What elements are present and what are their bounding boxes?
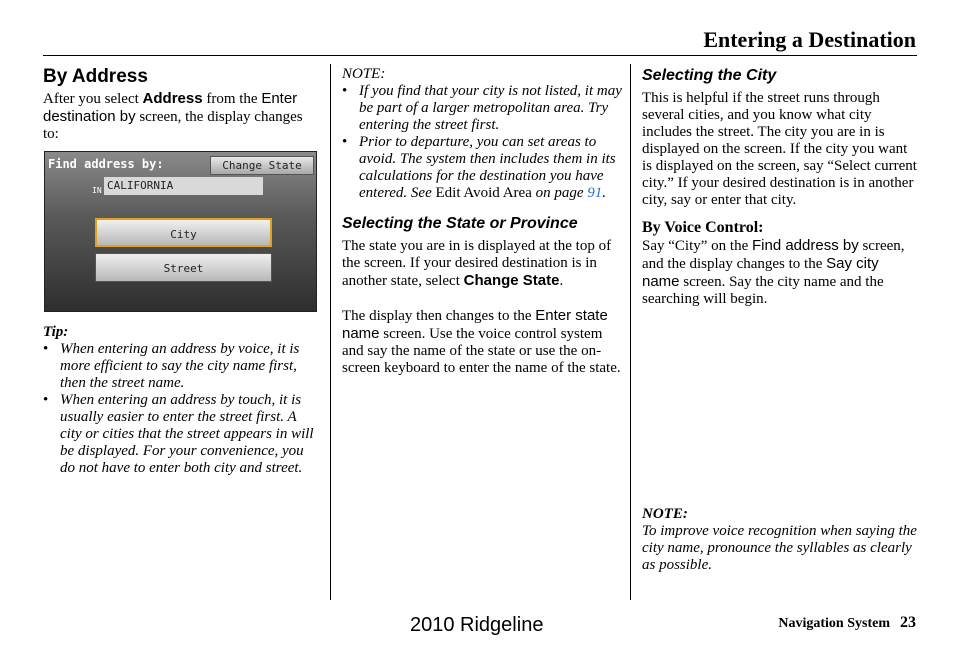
street-button[interactable]: Street bbox=[95, 253, 272, 282]
state-paragraph-1 bbox=[342, 238, 622, 290]
change-state-keyword: Change State bbox=[463, 272, 560, 289]
page-number: 23 bbox=[900, 614, 916, 631]
note-text: . bbox=[602, 185, 607, 201]
column-divider bbox=[330, 64, 331, 600]
column-divider bbox=[630, 64, 631, 600]
column-2 bbox=[342, 66, 622, 377]
by-address-intro bbox=[43, 90, 321, 143]
note-text: on page bbox=[531, 185, 588, 201]
state-prefix-label: IN bbox=[92, 186, 102, 195]
city-paragraph: This is helpful if the street runs through several cities, and you know what city includes the street. The city you are in is displayed on the screen. If the city you want is displayed on the screen, say “Select current city.” If your desired destination is in another city, say or enter that city. bbox=[642, 90, 917, 208]
find-address-screenshot bbox=[44, 151, 317, 312]
city-note-text: To improve voice recognition when saying the city name, pronounce the syllables as clearly as possible. bbox=[642, 523, 917, 573]
city-note bbox=[642, 506, 918, 574]
watermark: 2010 Ridgeline bbox=[410, 614, 544, 636]
para-text: The state you are in is displayed at the top of the screen. If your desired destination is in another state, select bbox=[342, 238, 612, 289]
para-text: screen. Say the city name and the searching will begin. bbox=[642, 274, 884, 307]
tip-item: • When entering an address by touch, it is usually easier to enter the street first. A city or cities that the street appears in will be displayed. For your convenience, you do not have to enter both city and street. bbox=[43, 392, 321, 477]
note-label: NOTE: bbox=[642, 506, 688, 522]
para-text: The display then changes to the bbox=[342, 308, 536, 324]
tip-list bbox=[43, 341, 321, 477]
page-footer bbox=[778, 614, 916, 632]
find-address-keyword: Find address by bbox=[751, 237, 859, 254]
change-state-button[interactable]: Change State bbox=[210, 156, 314, 175]
column-1 bbox=[43, 66, 321, 477]
voice-control-heading: By Voice Control: bbox=[642, 219, 764, 236]
note-item bbox=[342, 134, 622, 202]
tip-item: • When entering an address by voice, it is more efficient to say the city name first, then the street name. bbox=[43, 341, 321, 392]
city-button[interactable]: City bbox=[95, 218, 272, 247]
note-label: NOTE: bbox=[342, 66, 386, 82]
page-91-link[interactable]: 91 bbox=[587, 185, 603, 201]
screen-title: Find address by: bbox=[48, 157, 164, 171]
intro-keyword-enter-destination: Enter destination by bbox=[43, 90, 298, 125]
current-state-field: CALIFORNIA bbox=[104, 177, 263, 195]
column-3 bbox=[642, 66, 918, 308]
edit-avoid-area-ref: Edit Avoid Area bbox=[435, 185, 532, 201]
by-address-heading: By Address bbox=[43, 66, 148, 87]
page-title: Entering a Destination bbox=[703, 27, 916, 52]
state-section-heading: Selecting the State or Province bbox=[342, 215, 578, 232]
intro-keyword-address: Address bbox=[142, 90, 203, 107]
intro-text-2: from the bbox=[202, 91, 262, 107]
para-text: screen, and the display changes to the bbox=[642, 238, 905, 272]
intro-text-3: screen, the display changes to: bbox=[43, 109, 303, 142]
header-rule bbox=[43, 55, 917, 56]
para-text: Say “City” on the bbox=[642, 238, 752, 254]
state-paragraph-2 bbox=[342, 307, 622, 377]
footer-section-name: Navigation System bbox=[778, 616, 890, 631]
voice-control-paragraph bbox=[642, 237, 918, 308]
city-section-heading: Selecting the City bbox=[642, 67, 777, 84]
note-list bbox=[342, 83, 622, 202]
enter-state-name-keyword: Enter state name bbox=[342, 307, 608, 342]
intro-text-1: After you select bbox=[43, 91, 143, 107]
note-item: • If you find that your city is not listed, it may be part of a larger metropolitan area. Try entering the street first. bbox=[342, 83, 622, 134]
para-text: . bbox=[559, 273, 564, 289]
para-text: screen. Use the voice control system and say the name of the state or use the on-screen keyboard to enter the name of the state. bbox=[342, 326, 621, 376]
note-text: Prior to departure, you can set areas to avoid. The system then includes them in its calculations for the destination you have entered. See bbox=[359, 134, 616, 201]
say-city-name-keyword: Say city name bbox=[642, 255, 879, 290]
tip-label: Tip: bbox=[43, 324, 69, 340]
